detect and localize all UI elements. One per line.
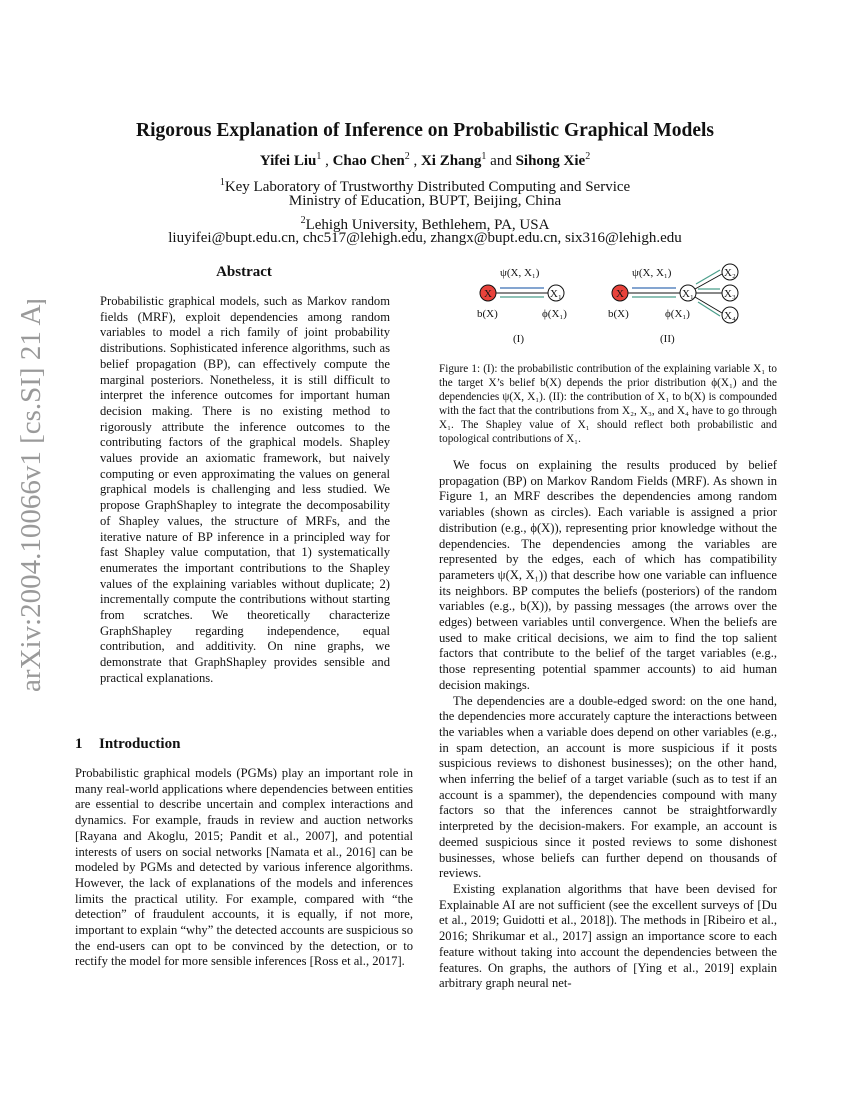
figure-1-graphic — [460, 260, 760, 360]
author-name: Yifei Liu — [259, 153, 317, 169]
author-emails: liuyifei@bupt.edu.cn, chc517@lehigh.edu, zhangx@bupt.edu.cn, six316@lehigh.edu — [168, 230, 682, 246]
caption-prefix: Figure 1: — [439, 363, 484, 375]
message-arrow — [698, 302, 720, 316]
section-title: Introduction — [99, 736, 181, 752]
figure-1 — [460, 260, 760, 360]
affil-text: Key Laboratory of Trustworthy Distributed Computing and Service — [224, 179, 631, 195]
phi-label-2: ϕ(X₁) — [665, 308, 690, 320]
paper-title: Rigorous Explanation of Inference on Probabilistic Graphical Models — [136, 120, 714, 141]
body-paragraph: Existing explanation algorithms that have been devised for Explainable AI are not sufficient (see the excellent surveys of [Du et al., 2019; Guidotti et al., 2018]). The methods in [Ribeiro et al., 2016; Shrikumar et al., 2017] assign an importance score to each feature without taking into account the dependencies between the features. On graphs, the authors of [Ying et al., 2019] explain arbitrary graph neural net- — [439, 881, 777, 991]
author-sep: , — [409, 153, 421, 169]
abstract-body: Probabilistic graphical models, such as Markov random fields (MRF), exploit dependencies among random variables to model a rich family of joint probability distributions. Sophisticated inference algorithms, such as belief propagation (BP), can effectively compute the marginal posteriors. Nonetheless, it is still difficult to interpret the inference outcomes for important human decision making. There is no existing method to rigorously attribute the inference outcomes to the contributing factors of the graphical models. Shapley values provide an axiomatic framework, but naively computing or even approximating the values on general graphical models is challenging and less studied. We propose GraphShapley to integrate the decomposability of Shapley values, the structure of MRFs, and the iterative nature of BP inference in a principled way for fast Shapley value computation, that 1) systematically enumerates the important contributions to the Shapley values of the explaining variables without duplicate; 2) incrementally compute the contributions without starting from scratches. We theoretically characterize GraphShapley regarding independence, equal contribution, and additivity. On nine graphs, we demonstrate that GraphShapley provides sensible and practical explanations. — [100, 294, 390, 685]
section-number: 1 — [75, 736, 83, 752]
intro-paragraph — [75, 766, 413, 970]
author-list — [0, 151, 850, 170]
affil-sup: 1 — [219, 177, 225, 188]
arxiv-stamp — [2, 300, 62, 700]
node-x-label: X — [484, 288, 492, 300]
bx-label-2: b(X) — [608, 308, 629, 320]
bx-label-1: b(X) — [477, 308, 498, 320]
author-affil-sup: 1 — [316, 151, 322, 162]
body-paragraph: The dependencies are a double-edged sword: on the one hand, the dependencies more accurately capture the interactions between the variables when a variable does depend on other variables (e.g., in spam detection, an account is more suspicious if it posts suspicious reviews to dishonest businesses); on the other hand, when inferring the belief of a target variable (such as to test if an account is a spammer), the dependencies compound with many factors so that the inferences cannot be straightforwardly interpreted by the decision-makers. For example, an account is deemed suspicious since it posted reviews to some dishonest businesses, whose beliefs can further depend on thousands of reviews. — [439, 693, 777, 881]
psi-label-1: ψ(X, X₁) — [500, 267, 540, 279]
author-name: Sihong Xie — [515, 153, 586, 169]
node-x1-label: X₁ — [550, 288, 562, 300]
phi-label-1: ϕ(X₁) — [542, 308, 567, 320]
node-x1-label: X₁ — [682, 288, 694, 300]
author-affil-sup: 2 — [585, 151, 591, 162]
author-sep: and — [486, 153, 516, 169]
panel-1-label: (I) — [513, 333, 524, 345]
caption-text: (I): the probabilistic contribution of the explaining variable X₁ to the target X’s belief b(X) depends the prior distribution ϕ(X₁) and the dependencies ψ(X, X₁). (II): the contribution of X₁ to b(X) is compounded with the fact that the contributions from X₂, X₃, and X₄ have to go through X₁. The Shapley value of X₁ should reflect both probabilistic and topological contributions of X₁. — [439, 363, 777, 445]
affil-text: Lehigh University, Bethlehem, PA, USA — [305, 217, 550, 233]
node-x-label: X — [616, 288, 624, 300]
node-x2-label: X₂ — [724, 267, 736, 279]
affil-sup: 2 — [300, 215, 306, 226]
arxiv-stamp-text: arXiv:2004.10066v1 [cs.SI] 21 Apr 2020 — [15, 300, 47, 692]
affiliation-line-2: Ministry of Education, BUPT, Beijing, China — [288, 193, 562, 209]
author-affil-sup: 2 — [404, 151, 410, 162]
psi-label-2: ψ(X, X₁) — [632, 267, 672, 279]
panel-2-label: (II) — [660, 333, 675, 345]
edge-x1-x4 — [695, 297, 722, 313]
node-x3-label: X₃ — [724, 288, 736, 300]
author-name: Xi Zhang — [420, 153, 482, 169]
author-sep: , — [321, 153, 333, 169]
right-column-body — [439, 458, 777, 992]
body-paragraph: We focus on explaining the results produced by belief propagation (BP) on Markov Random Fields (MRF). As shown in Figure 1, an MRF describes the dependencies among random variables (shown as circles). Each variable is assigned a prior distribution (e.g., ϕ(X)), representing prior knowledge without the dependencies. The dependencies among the variables are represented by the edges, each of which has compatibility parameters ψ(X, X₁)) that describe how one variable can influence its neighbors. BP computes the beliefs (posteriors) of the random variables (e.g., b(X)), by passing messages (the arrows over the edges) between variables until convergence. When the beliefs are used to make critical decisions, we aim to find the top salient factors that contribute to the belief of the target variables (e.g., those representing potential spammer accounts) to aid human decision makings. — [439, 458, 777, 692]
abstract-heading: Abstract — [216, 264, 272, 280]
author-name: Chao Chen — [332, 153, 405, 169]
intro-paragraph-text: Probabilistic graphical models (PGMs) play an important role in many real-world applications where dependencies between entities are essential to describe uncertain and complex interactions and dynamics. For example, frauds in review and auction networks [Rayana and Akoglu, 2015; Pandit et al., 2007], and potential interests of users on social networks [Namata et al., 2016] can be modeled by PGMs and detected by various inference algorithms. However, the lack of explanations of the models and inferences limits the practical utility. For example, compared with “the detection” of fraudulent accounts, it is equally, if not more, important to explain “why” the detected accounts are suspicious so the end-users can opt to be convinced by the detection, or to rectify the model for more sensible inferences [Ross et al., 2017]. — [75, 766, 413, 969]
node-x4-label: X₄ — [724, 310, 736, 322]
figure-1-caption — [439, 362, 777, 446]
section-heading — [75, 736, 180, 753]
author-affil-sup: 1 — [481, 151, 487, 162]
